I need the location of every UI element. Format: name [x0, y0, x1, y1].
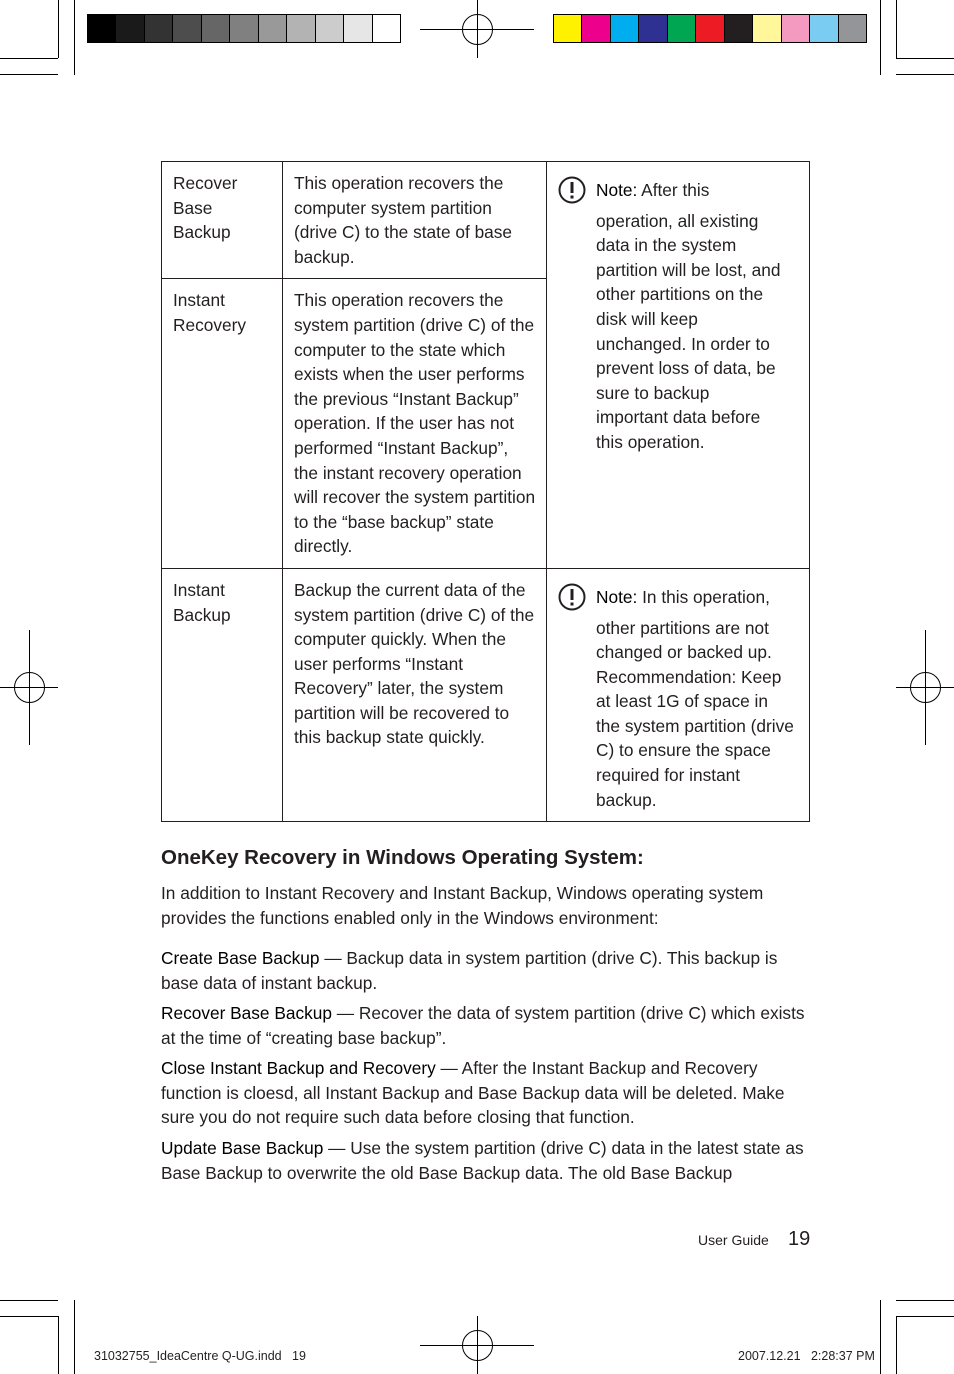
operation-description: Backup the current data of the system partition (drive C) of the computer quickly. When the user performs “Instant Recovery” later, the system partition will be recovered to this backup state quickly.: [294, 579, 535, 748]
color-swatch: [258, 15, 286, 42]
note-cell: [547, 162, 810, 569]
operation-name-cell: [162, 279, 283, 569]
note-text: operation, all existing data in the system partition will be lost, and other partitions on the disk will keep unchanged. In order to prevent loss of data, be sure to backup important data before this operation.: [596, 210, 781, 452]
color-swatch: [286, 15, 314, 42]
operation-name: Instant Recovery: [173, 290, 246, 335]
crop-mark: [0, 58, 58, 59]
crop-mark: [880, 0, 881, 75]
note-first-line: After this: [641, 180, 710, 200]
crop-mark: [896, 1316, 897, 1374]
feature-item: [161, 1136, 811, 1185]
note-label: Note:: [596, 586, 638, 607]
color-swatch: [781, 15, 809, 42]
operation-name: Recover Base Backup: [173, 173, 238, 243]
crop-mark: [896, 0, 897, 58]
color-swatch: [201, 15, 229, 42]
color-swatch: [752, 15, 780, 42]
feature-term: Recover Base Backup: [161, 1003, 332, 1023]
feature-term: Close Instant Backup and Recovery: [161, 1058, 436, 1078]
crop-mark: [58, 0, 59, 58]
note-label: Note:: [596, 180, 638, 200]
operation-description-cell: [283, 162, 547, 279]
crop-mark: [0, 74, 58, 75]
operation-name: Instant Backup: [173, 579, 231, 625]
slug-date: 2007.12.21 2:28:37 PM: [738, 1349, 875, 1363]
operations-table: [161, 161, 810, 822]
note-text: other partitions are not changed or backed up. Recommendation: Keep at least 1G of space in the system partition (drive C) to ensure the space required for instant backup.: [596, 617, 794, 810]
slug-file: 31032755_IdeaCentre Q-UG.indd 19: [94, 1349, 306, 1363]
color-swatch: [610, 15, 638, 42]
crop-mark: [74, 1300, 75, 1374]
note-cell: [547, 568, 810, 821]
feature-term: Create Base Backup: [161, 948, 320, 968]
operation-description-cell: [283, 568, 547, 821]
crop-mark: [896, 1300, 954, 1301]
table-row: [162, 162, 810, 279]
crop-mark: [0, 1316, 58, 1317]
feature-item: [161, 946, 811, 995]
color-swatch: [554, 15, 581, 42]
operation-name-cell: [162, 568, 283, 821]
crop-mark: [896, 58, 954, 59]
color-swatch: [88, 15, 115, 42]
warning-icon: [558, 583, 586, 611]
warning-icon: [558, 176, 586, 204]
crop-mark: [0, 1300, 58, 1301]
operation-description: This operation recovers the computer system partition (drive C) to the state of base backup.: [294, 173, 513, 267]
page-number: 19: [788, 1228, 811, 1250]
feature-text: — After the Instant Backup and Recovery function is cloesd, all Instant Backup and Base Backup data will be deleted. Make sure you do not require such data before closing that function.: [161, 1058, 785, 1128]
crop-mark: [880, 1300, 881, 1374]
color-bar: [553, 14, 867, 43]
feature-term: Update Base Backup: [161, 1138, 324, 1158]
color-swatch: [809, 15, 837, 42]
color-swatch: [581, 15, 609, 42]
grayscale-bar: [87, 14, 401, 43]
color-swatch: [172, 15, 200, 42]
feature-text: — Use the system partition (drive C) data in the latest state as Base Backup to overwrite the old Base Backup data. The old Base Backup: [161, 1138, 804, 1183]
operation-description: This operation recovers the system partition (drive C) of the computer to the state which exists when the user performs the previous “Instant Backup” operation. If the user has not performed “Instant Backup”, the instant recovery operation will recover the system partition to the “base backup” state directly.: [294, 290, 536, 557]
color-swatch: [372, 15, 400, 42]
crop-mark: [896, 74, 954, 75]
color-swatch: [229, 15, 257, 42]
note-block: [558, 582, 799, 812]
color-swatch: [838, 15, 866, 42]
color-swatch: [724, 15, 752, 42]
crop-mark: [896, 1316, 954, 1317]
table-row: [162, 568, 810, 821]
color-swatch: [638, 15, 666, 42]
note-block: [558, 175, 799, 455]
crop-mark: [74, 0, 75, 75]
color-swatch: [144, 15, 172, 42]
feature-item: [161, 1001, 811, 1050]
operation-description-cell: [283, 279, 547, 569]
color-swatch: [115, 15, 143, 42]
operation-name-cell: [162, 162, 283, 279]
feature-text: — Backup data in system partition (drive C). This backup is base data of instant backup.: [161, 948, 778, 993]
section-title: OneKey Recovery in Windows Operating System:: [161, 846, 644, 869]
footer-label: User Guide: [698, 1232, 769, 1248]
section-intro: In addition to Instant Recovery and Instant Backup, Windows operating system provides the functions enabled only in the Windows environment:: [161, 883, 764, 928]
crop-mark: [58, 1316, 59, 1374]
color-swatch: [695, 15, 723, 42]
note-first-line: In this operation,: [642, 586, 770, 607]
color-swatch: [315, 15, 343, 42]
color-swatch: [343, 15, 371, 42]
feature-item: [161, 1056, 811, 1130]
feature-text: — Recover the data of system partition (drive C) which exists at the time of “creating base backup”.: [161, 1003, 805, 1048]
color-swatch: [667, 15, 695, 42]
